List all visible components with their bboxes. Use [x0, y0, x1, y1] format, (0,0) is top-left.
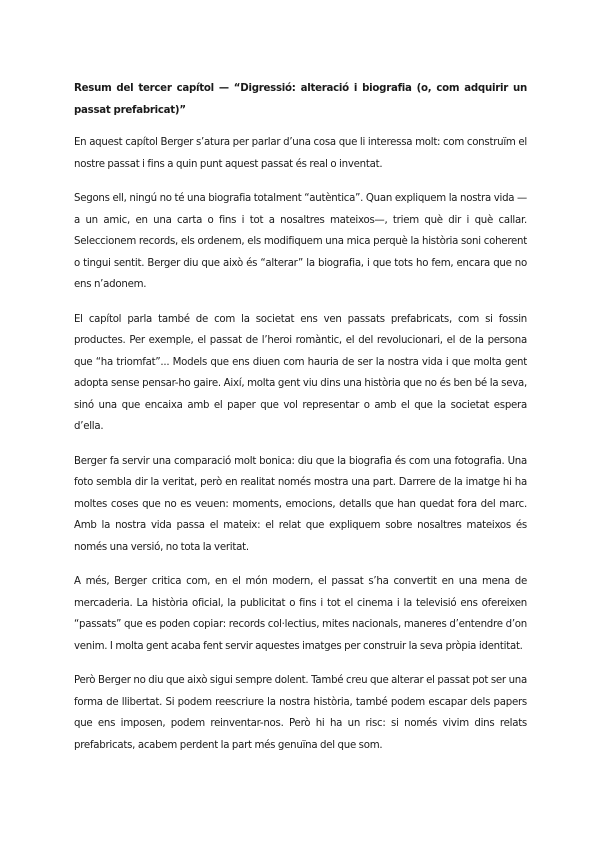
document-title: Resum del tercer capítol — “Digressió: alteració i biografia (o, com adquirir un passat prefabricat)” [74, 83, 527, 116]
paragraph-past-as-merchandise: A més, Berger critica com, en el món modern, el passat s’ha convertit en una mena de mercaderia. La història oficial, la publicitat o fins i tot el cinema i la televisió ens ofereixen “passats” que es poden copiar: records col·lectius, mites nacionals, maneres d’entendre d’on venim. I molta gent acaba fent servir aquestes imatges per construir la seva pròpia identitat. [74, 576, 527, 652]
paragraph-intro: En aquest capítol Berger s’atura per parlar d’una cosa que li interessa molt: com construïm el nostre passat i fins a quin punt aquest passat és real o inventat. [74, 137, 527, 170]
paragraph-photograph-comparison: Berger fa servir una comparació molt bonica: diu que la biografia és com una fotografia. Una foto sembla dir la veritat, però en realitat només mostra una part. Darrere de la imatge hi ha moltes coses que no es veuen: moments, emocions, detalls que han quedat fora del marc. Amb la nostra vida passa el mateix: el relat que expliquem sobre nosaltres mateixos és només una versió, no tota la veritat. [74, 455, 527, 553]
document-body [74, 78, 527, 769]
paragraph-authentic-biography: Segons ell, ningú no té una biografia totalment “autèntica”. Quan expliquem la nostra vida —a un amic, en una carta o fins i tot a nosaltres mateixos—, triem què dir i què callar. Seleccionem records, els ordenem, els modifiquem una mica perquè la història soni coherent o tingui sentit. Berger diu que això és “alterar” la biografia, i que tots ho fem, encara que no ens n’adonem. [74, 193, 527, 290]
paragraph-prefabricated-pasts: El capítol parla també de com la societat ens ven passats prefabricats, com si fossin productes. Per exemple, el passat de l’heroi romàntic, el del revolucionari, el de la persona que “ha triomfat”... Models que ens diuen com hauria de ser la nostra vida i que molta gent adopta sense pensar-ho gaire. Així, molta gent viu dins una història que no és ben bé la seva, sinó una que encaixa amb el paper que vol representar o amb el que la societat espera d’ella. [74, 313, 527, 432]
paragraph-freedom-and-risk: Però Berger no diu que això sigui sempre dolent. També creu que alterar el passat pot ser una forma de llibertat. Si podem reescriure la nostra història, també podem escapar dels papers que ens imposen, podem reinventar-nos. Però hi ha un risc: si només vivim dins relats prefabricats, acabem perdent la part més genuïna del que som. [74, 675, 527, 751]
